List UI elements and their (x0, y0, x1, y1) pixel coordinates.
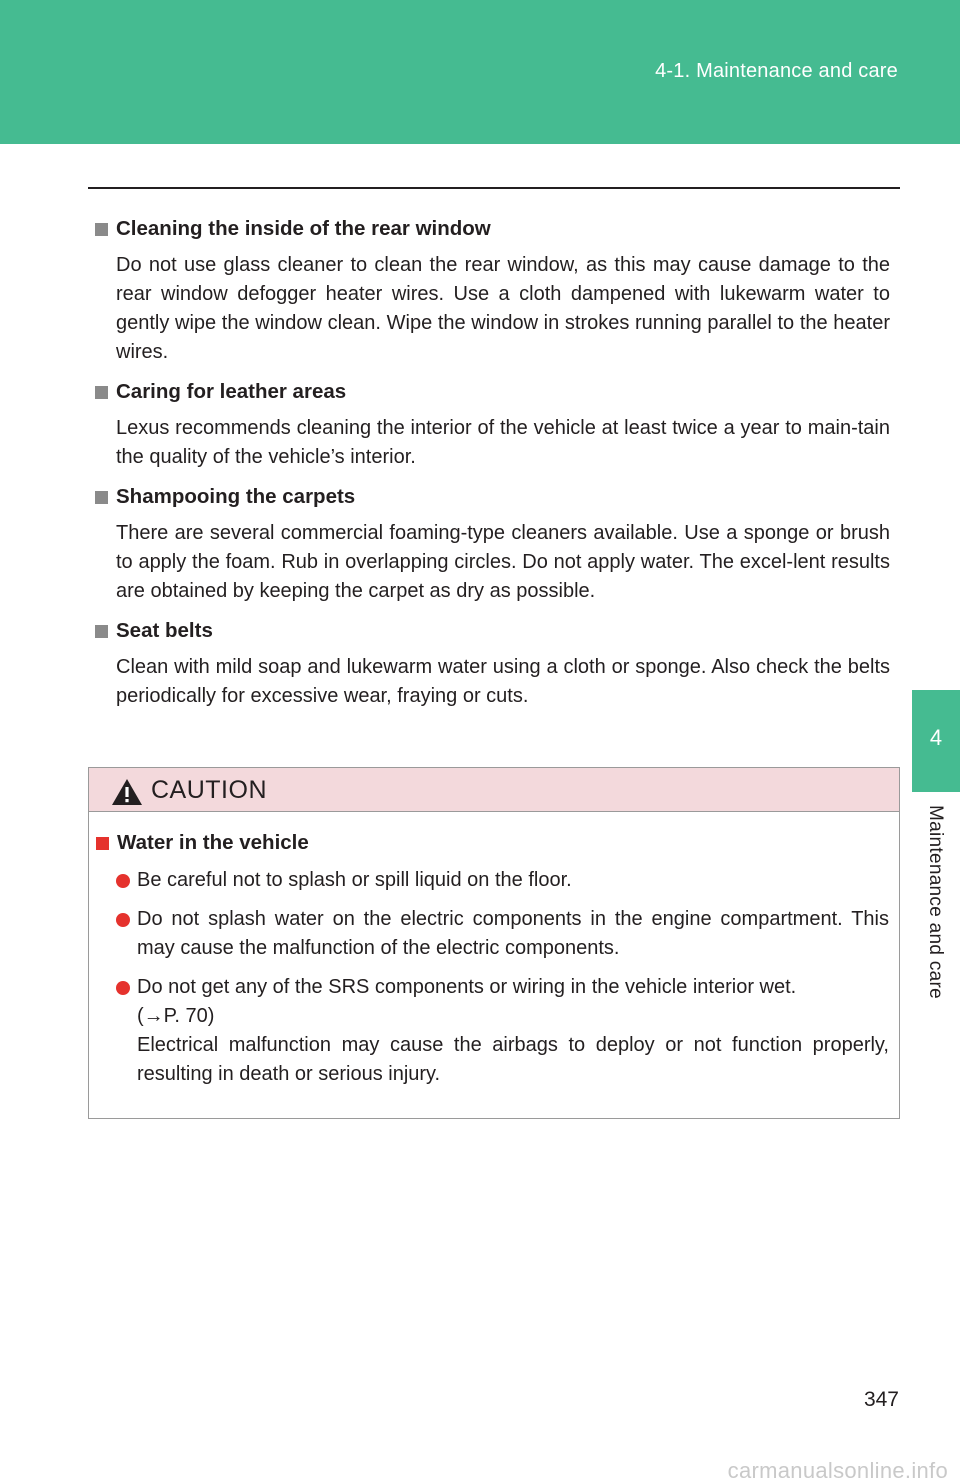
caution-item-text: Do not splash water on the electric components in the engine compartment. This may cause the malfunction of the electric components. (137, 908, 889, 959)
section-body: Do not use glass cleaner to clean the rear window, as this may cause damage to the rear window defogger heater wires. Use a cloth dampened with lukewarm water to gently wipe the window clean. Wipe the window in strokes running parallel to the heater wires. (116, 254, 890, 363)
red-square-bullet-icon (96, 837, 109, 850)
section-body: Clean with mild soap and lukewarm water using a cloth or sponge. Also check the belts periodically for excessive wear, fraying or cuts. (116, 656, 890, 707)
caution-header (89, 768, 899, 812)
section-leather (95, 377, 890, 472)
section-body: Lexus recommends cleaning the interior of the vehicle at least twice a year to main-tain the quality of the vehicle’s interior. (116, 417, 890, 468)
page-reference: (→P. 70) (137, 1005, 215, 1027)
header-rule (88, 187, 900, 189)
square-bullet-icon (95, 491, 108, 504)
section-heading (95, 616, 890, 646)
main-content (95, 214, 890, 721)
caution-heading (96, 828, 889, 858)
caution-label: CAUTION (151, 776, 267, 804)
chapter-label: Maintenance and care (925, 805, 946, 1000)
chapter-number: 4 (929, 725, 943, 750)
square-bullet-icon (95, 223, 108, 236)
caution-item-text: Do not get any of the SRS components or wiring in the vehicle interior wet. (137, 976, 797, 998)
square-bullet-icon (95, 625, 108, 638)
section-body: There are several commercial foaming-type cleaners available. Use a sponge or brush to apply the foam. Rub in overlapping circles. Do not apply water. The excel-lent results are obtained by keeping the carpet as dry as possible. (116, 522, 890, 602)
caution-item-text: Be careful not to splash or spill liquid on the floor. (137, 869, 572, 891)
section-heading (95, 482, 890, 512)
section-heading (95, 377, 890, 407)
section-carpets (95, 482, 890, 606)
red-dot-bullet-icon (116, 874, 130, 888)
caution-item (96, 866, 889, 895)
caution-item (96, 905, 889, 963)
caution-body (89, 812, 899, 1089)
section-seat-belts (95, 616, 890, 711)
red-dot-bullet-icon (116, 913, 130, 927)
red-dot-bullet-icon (116, 981, 130, 995)
section-rear-window (95, 214, 890, 367)
section-title: 4-1. Maintenance and care (655, 60, 898, 82)
caution-box (88, 767, 900, 1119)
watermark: carmanualsonline.info (727, 1458, 948, 1483)
section-heading (95, 214, 890, 244)
section-heading-text: Seat belts (116, 619, 213, 642)
warning-triangle-icon (111, 778, 143, 806)
section-heading-text: Shampooing the carpets (116, 485, 356, 508)
caution-item (96, 973, 889, 1089)
caution-item-extra: Electrical malfunction may cause the airbags to deploy or not function properly, resulting in death or serious injury. (137, 1034, 889, 1085)
square-bullet-icon (95, 386, 108, 399)
section-heading-text: Cleaning the inside of the rear window (116, 217, 491, 240)
section-heading-text: Caring for leather areas (116, 380, 347, 403)
page-number: 347 (863, 1388, 899, 1411)
caution-heading-text: Water in the vehicle (117, 831, 309, 854)
